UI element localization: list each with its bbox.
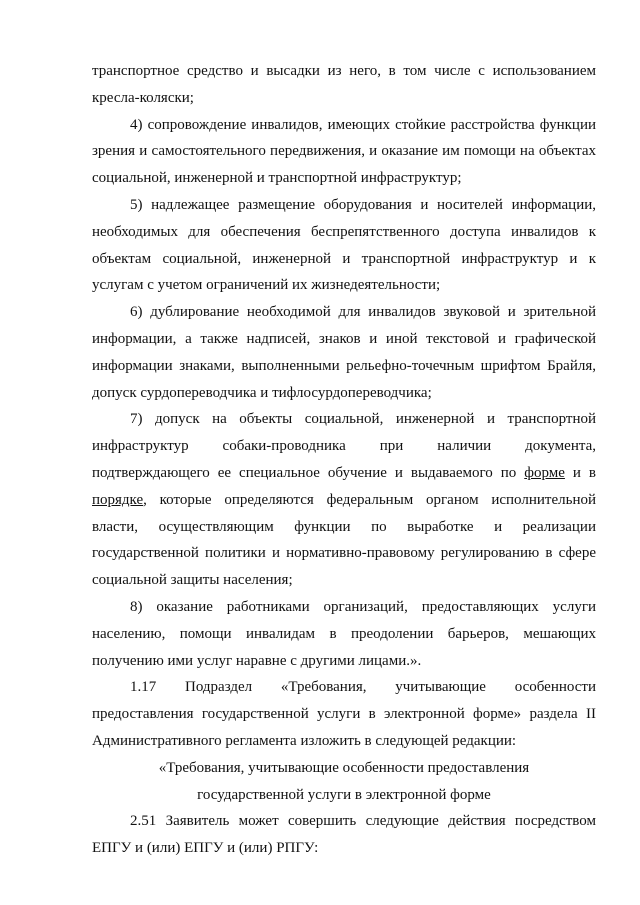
document-body (92, 58, 596, 862)
p7-part2: и в (564, 464, 596, 481)
paragraph-continuation: транспортное средство и высадки из него, в том числе с использованием кресла-коляски; (92, 63, 596, 106)
p7-part3: , которые определяются федеральным органом исполнительной власти, осуществляющим функции по выработке и реализации государственной политики и нормативно-правовому регулированию в сфере социальной защиты населения; (92, 491, 596, 589)
paragraph-1-17: 1.17 Подраздел «Требования, учитывающие особенности предоставления государственной услуги в электронной форме» раздела II Административного регламента изложить в следующей редакции: (92, 679, 596, 749)
link-order[interactable]: порядке (92, 491, 144, 508)
section-heading-line-2: государственной услуги в электронной форме (197, 786, 491, 803)
paragraph-item-7 (92, 406, 596, 594)
paragraph-item-8: 8) оказание работниками организаций, предоставляющих услуги населению, помощи инвалидам в преодолении барьеров, мешающих получению ими услуг наравне с другими лицами.». (92, 598, 596, 669)
paragraph-2-51: 2.51 Заявитель может совершить следующие действия посредством ЕПГУ и (или) ЕПГУ и (или) РПГУ: (92, 813, 596, 857)
section-heading-line-1: «Требования, учитывающие особенности предоставления (158, 759, 530, 776)
paragraph-item-6: 6) дублирование необходимой для инвалидов звуковой и зрительной информации, а также надписей, знаков и иной текстовой и графической информации знаками, выполненными рельефно-точечным шрифтом Брайля, допуск сурдопереводчика и тифлосурдопереводчика; (92, 304, 596, 401)
paragraph-item-4: 4) сопровождение инвалидов, имеющих стойкие расстройства функции зрения и самостоятельного передвижения, и оказание им помощи на объектах социальной, инженерной и транспортной инфраструктур; (92, 116, 596, 187)
paragraph-item-5: 5) надлежащее размещение оборудования и носителей информации, необходимых для обеспечения беспрепятственного доступа инвалидов к объектам социальной, инженерной и транспортной инфраструктур и к услугам с учетом ограничений их жизнедеятельности; (92, 196, 596, 294)
link-form[interactable]: форме (524, 464, 565, 481)
p7-part1: 7) допуск на объекты социальной, инженерной и транспортной инфраструктур собаки-проводника при наличии документа, подтверждающего ее специальное обучение и выдаваемого по (92, 411, 596, 481)
